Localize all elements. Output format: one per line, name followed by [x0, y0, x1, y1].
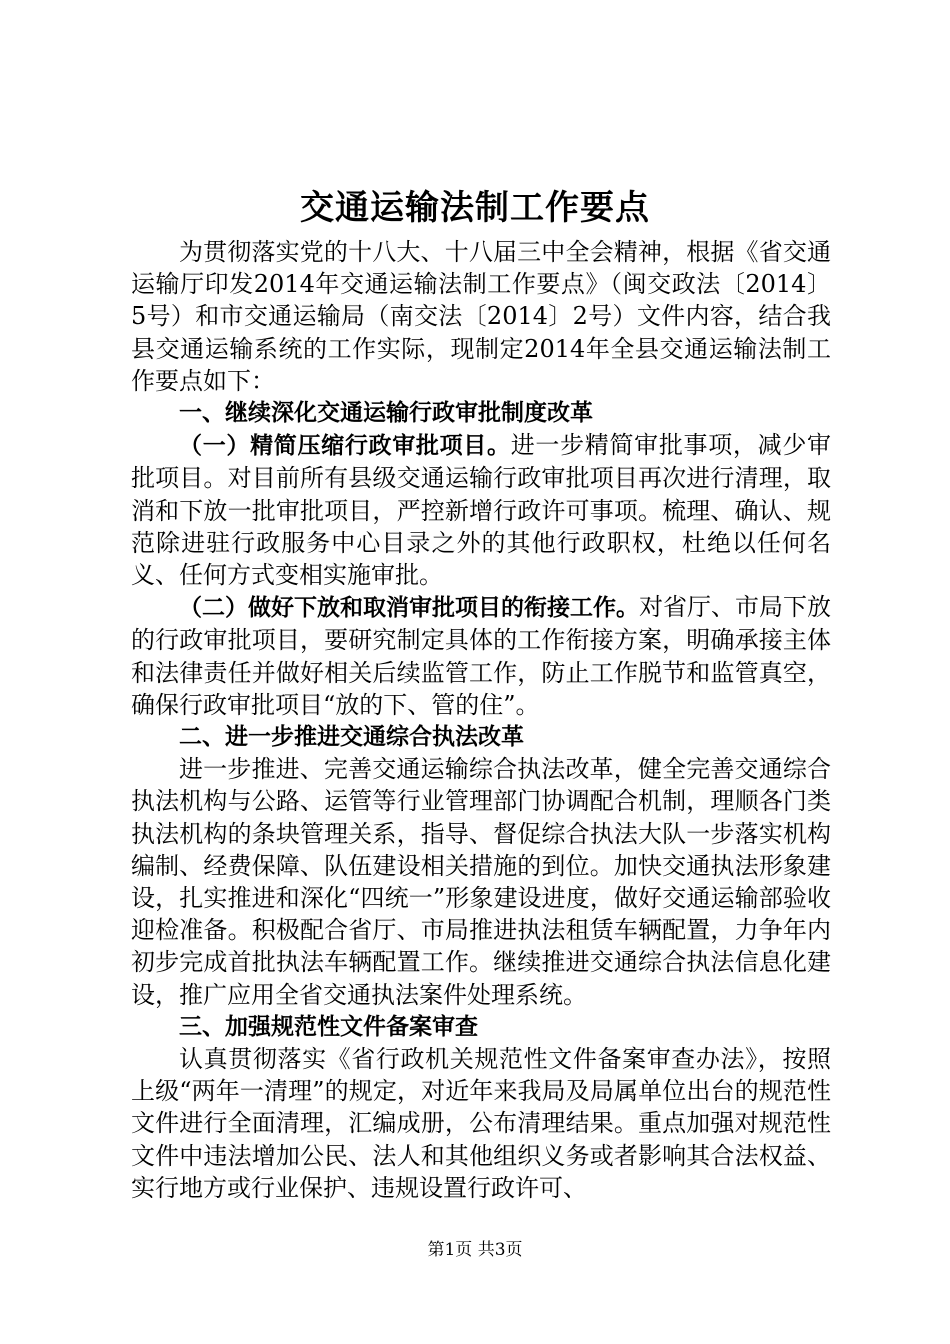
section-heading-3: 三、加强规范性文件备案审查	[179, 1013, 478, 1040]
section-3-paragraph: 认真贯彻落实《省行政机关规范性文件备案审查办法》，按照上级“两年一清理”的规定，对近年来我局及局属单位出台的规范性文件进行全面清理，汇编成册，公布清理结果。重点加强对规范性文件中违法增加公民、法人和其他组织义务或者影响其合法权益、实行地方或行业保护、违规设置行政许可、	[131, 1045, 831, 1202]
section-heading-2: 二、进一步推进交通综合执法改革	[179, 724, 524, 751]
page-number-footer: 第1页 共3页	[427, 1240, 523, 1260]
item-1-text: 进一步精简审批事项，减少审批项目。对目前所有县级交通运输行政审批项目再次进行清理，取消和下放一批审批项目，严控新增行政许可事项。梳理、确认、规范除进驻行政服务中心目录之外的其他行政职权，杜绝以任何名义、任何方式变相实施审批。	[131, 431, 832, 590]
item-2-lead: （二）做好下放和取消审批项目的衔接工作。	[179, 595, 639, 622]
section-2-paragraph: 进一步推进、完善交通运输综合执法改革，健全完善交通综合执法机构与公路、运管等行业管理部门协调配合机制，理顺各门类执法机构的条块管理关系，指导、督促综合执法大队一步落实机构编制、经费保障、队伍建设相关措施的到位。加快交通执法形象建设，扎实推进和深化“四统一”形象建设进度，做好交通运输部验收迎检准备。积极配合省厅、市局推进执法租赁车辆配置，力争年内初步完成首批执法车辆配置工作。继续推进交通综合执法信息化建设，推广应用全省交通执法案件处理系统。	[131, 755, 831, 1009]
item-1-lead: （一）精简压缩行政审批项目。	[179, 433, 511, 460]
section-1-item-2	[131, 591, 831, 721]
item-2-text: 对省厅、市局下放的行政审批项目，要研究制定具体的工作衔接方案，明确承接主体和法律责任并做好相关后续监管工作，防止工作脱节和监管真空，确保行政审批项目“放的下、管的住”。	[131, 593, 831, 719]
document-body	[131, 236, 831, 1204]
intro-paragraph: 为贯彻落实党的十八大、十八届三中全会精神，根据《省交通运输厅印发2014年交通运输法制工作要点》（闽交政法〔2014〕5号）和市交通运输局（南交法〔2014〕2号）文件内容，结合我县交通运输系统的工作实际，现制定2014年全县交通运输法制工作要点如下：	[131, 238, 831, 395]
section-heading-1: 一、继续深化交通运输行政审批制度改革	[179, 400, 593, 427]
section-1-item-1	[131, 429, 831, 591]
document-title: 交通运输法制工作要点	[300, 188, 650, 228]
